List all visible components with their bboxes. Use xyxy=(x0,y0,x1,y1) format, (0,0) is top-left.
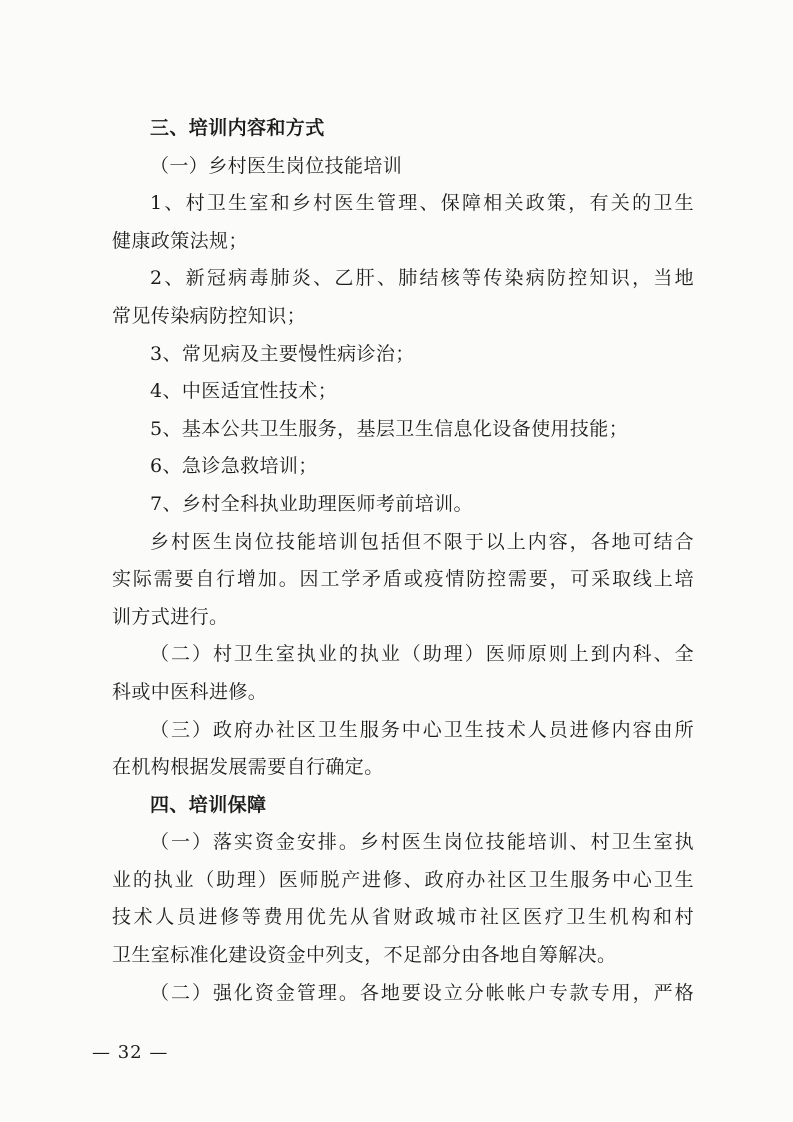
list-item: 4、中医适宜性技术； xyxy=(150,380,338,403)
subsection-paragraph: （三）政府办社区卫生服务中心卫生技术人员进修内容由所 xyxy=(150,718,694,741)
subsection-paragraph: （一）落实资金安排。乡村医生岗位技能培训、村卫生室执 xyxy=(150,831,694,854)
subsection-paragraph: （二）村卫生室执业的执业（助理）医师原则上到内科、全 xyxy=(150,643,694,666)
document-body xyxy=(112,110,694,1012)
subsection-paragraph: 科或中医科进修。 xyxy=(112,680,268,703)
subsection-paragraph: 业的执业（助理）医师脱产进修、政府办社区卫生服务中心卫生 xyxy=(112,868,694,891)
subsection-paragraph: 卫生室标准化建设资金中列支，不足部分由各地自筹解决。 xyxy=(112,944,617,967)
list-item: 1、村卫生室和乡村医生管理、保障相关政策，有关的卫生 xyxy=(150,192,694,215)
subsection-title-village-doctor-training: （一）乡村医生岗位技能培训 xyxy=(150,154,403,177)
list-item-continuation: 常见传染病防控知识； xyxy=(112,304,307,327)
list-item-continuation: 健康政策法规； xyxy=(112,229,248,252)
paragraph-line: 实际需要自行增加。因工学矛盾或疫情防控需要，可采取线上培 xyxy=(112,568,694,591)
section-heading-training-guarantee: 四、培训保障 xyxy=(150,793,267,816)
list-item: 2、新冠病毒肺炎、乙肝、肺结核等传染病防控知识，当地 xyxy=(150,267,694,290)
list-item: 7、乡村全科执业助理医师考前培训。 xyxy=(150,492,473,515)
subsection-paragraph: （二）强化资金管理。各地要设立分帐帐户专款专用，严格 xyxy=(150,981,694,1004)
subsection-paragraph: 技术人员进修等费用优先从省财政城市社区医疗卫生机构和村 xyxy=(112,906,694,929)
list-item: 3、常见病及主要慢性病诊治； xyxy=(150,342,415,365)
page-number: — 32 — xyxy=(92,1042,169,1063)
list-item: 5、基本公共卫生服务，基层卫生信息化设备使用技能； xyxy=(150,417,629,440)
paragraph-line: 训方式进行。 xyxy=(112,605,229,628)
subsection-paragraph: 在机构根据发展需要自行确定。 xyxy=(112,756,384,779)
section-heading-training-content: 三、培训内容和方式 xyxy=(150,117,325,139)
paragraph-line: 乡村医生岗位技能培训包括但不限于以上内容，各地可结合 xyxy=(150,530,694,553)
list-item: 6、急诊急救培训； xyxy=(150,455,318,478)
